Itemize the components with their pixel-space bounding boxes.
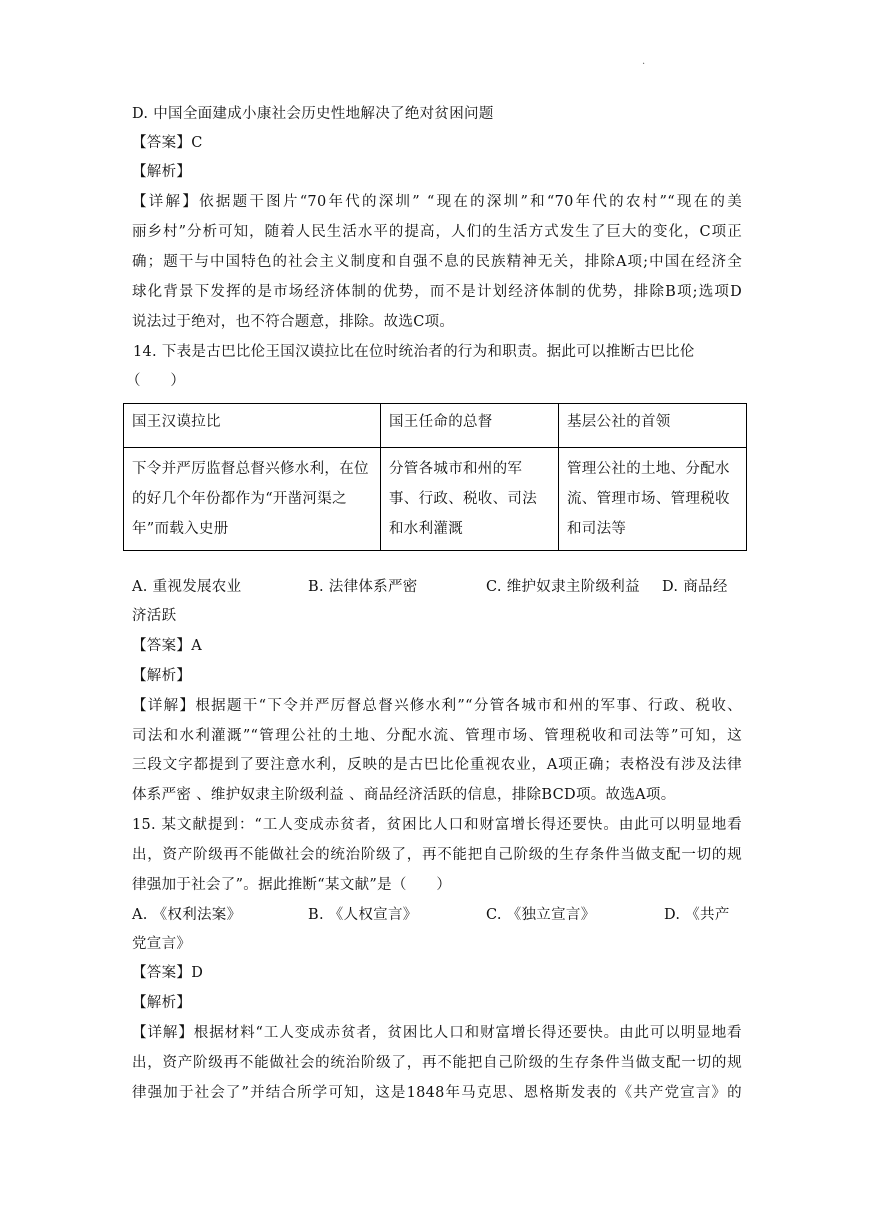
q15-stem-line: 律强加于社会了”。据此推断“某文献”是（ ） (132, 877, 452, 893)
cell-line: 分管各城市和州的军 (389, 461, 523, 477)
prev-analysis-label: 【解析】 (132, 164, 192, 180)
q14-table (123, 403, 747, 551)
table-cell (381, 448, 559, 551)
option-b: B. 法律体系严密 (308, 579, 418, 595)
option-b: B. 《人权宣言》 (308, 907, 418, 923)
q14-detail-line: 司法和水利灌溉”“管理公社的土地、分配水流、管理市场、管理税收和司法等”可知，这 (132, 728, 742, 744)
q15-analysis-label: 【解析】 (132, 995, 192, 1011)
cell-line: 年”而载入史册 (132, 521, 229, 537)
option-c: C. 《独立宣言》 (486, 907, 596, 923)
prev-detail-line: 丽乡村”分析可知，随着人民生活水平的提高，人们的生活方式发生了巨大的变化，C项正 (132, 224, 742, 240)
q14-detail-line: 三段文字都提到了要注意水利，反映的是古巴比伦重视农业，A项正确；表格没有涉及法律 (132, 757, 742, 773)
header-mark: . (642, 56, 646, 67)
option-d: D. 《共产 (664, 907, 730, 923)
q14-stem: 14. 下表是古巴比伦王国汉谟拉比在位时统治者的行为和职责。据此可以推断古巴比伦 (133, 344, 695, 360)
q14-detail-line: 体系严密 、维护奴隶主阶级利益 、商品经济活跃的信息，排除BCD项。故选A项。 (132, 787, 676, 803)
option-d-continued: 党宣言》 (132, 936, 192, 952)
prev-answer: 【答案】C (132, 135, 203, 151)
cell-line: 管理公社的土地、分配水 (567, 461, 730, 477)
table-header-cell: 国王汉谟拉比 (124, 404, 381, 448)
cell-line: 和水利灌溉 (389, 521, 463, 537)
table-cell (124, 448, 381, 551)
q15-answer: 【答案】D (132, 965, 204, 981)
option-c: C. 维护奴隶主阶级利益 (486, 579, 640, 595)
q14-answer: 【答案】A (132, 638, 202, 654)
table-header-cell: 国王任命的总督 (381, 404, 559, 448)
table-header-cell: 基层公社的首领 (559, 404, 747, 448)
q15-stem-line: 15. 某文献提到：“工人变成赤贫者，贫困比人口和财富增长得还要快。由此可以明显地看 (132, 817, 742, 833)
cell-line: 和司法等 (567, 521, 627, 537)
option-d-continued: 济活跃 (132, 608, 177, 624)
cell-line: 下令并严厉监督总督兴修水利，在位 (132, 461, 369, 477)
prev-detail-line: 说法过于绝对，也不符合题意，排除。故选C项。 (132, 314, 455, 330)
option-a: A. 《权利法案》 (132, 907, 242, 923)
prev-detail-line: 球化背景下发挥的是市场经济体制的优势，而不是计划经济体制的优势，排除B项;选项D (132, 284, 742, 300)
q14-paren: （ ） (126, 373, 186, 389)
option-d: D. 商品经 (662, 579, 728, 595)
table-row (124, 448, 747, 551)
prev-option-d: D. 中国全面建成小康社会历史性地解决了绝对贫困问题 (132, 106, 494, 122)
q15-detail-line: 律强加于社会了”并结合所学可知，这是1848年马克思、恩格斯发表的《共产党宣言》的 (132, 1085, 742, 1101)
prev-detail-line: 【详解】依据题干图片“70年代的深圳” “现在的深圳”和“70年代的农村”“现在的美 (132, 194, 742, 210)
cell-line: 事、行政、税收、司法 (389, 491, 537, 507)
cell-line: 流、管理市场、管理税收 (567, 491, 730, 507)
q14-options (132, 577, 742, 597)
q15-stem-line: 出，资产阶级再不能做社会的统治阶级了，再不能把自己阶级的生存条件当做支配一切的规 (132, 847, 742, 863)
prev-detail-line: 确；题干与中国特色的社会主义制度和自强不息的民族精神无关，排除A项;中国在经济全 (132, 254, 742, 270)
table-header-row (124, 404, 747, 448)
q15-detail-line: 【详解】根据材料“工人变成赤贫者，贫困比人口和财富增长得还要快。由此可以明显地看 (132, 1025, 742, 1041)
cell-line: 的好几个年份都作为“开凿河渠之 (132, 491, 347, 507)
option-a: A. 重视发展农业 (132, 579, 242, 595)
q14-analysis-label: 【解析】 (132, 668, 192, 684)
q14-detail-line: 【详解】根据题干“下令并严厉督总督兴修水利”“分管各城市和州的军事、行政、税收、 (132, 698, 742, 714)
table-cell (559, 448, 747, 551)
q15-options (132, 905, 742, 925)
q15-detail-line: 出，资产阶级再不能做社会的统治阶级了，再不能把自己阶级的生存条件当做支配一切的规 (132, 1055, 742, 1071)
